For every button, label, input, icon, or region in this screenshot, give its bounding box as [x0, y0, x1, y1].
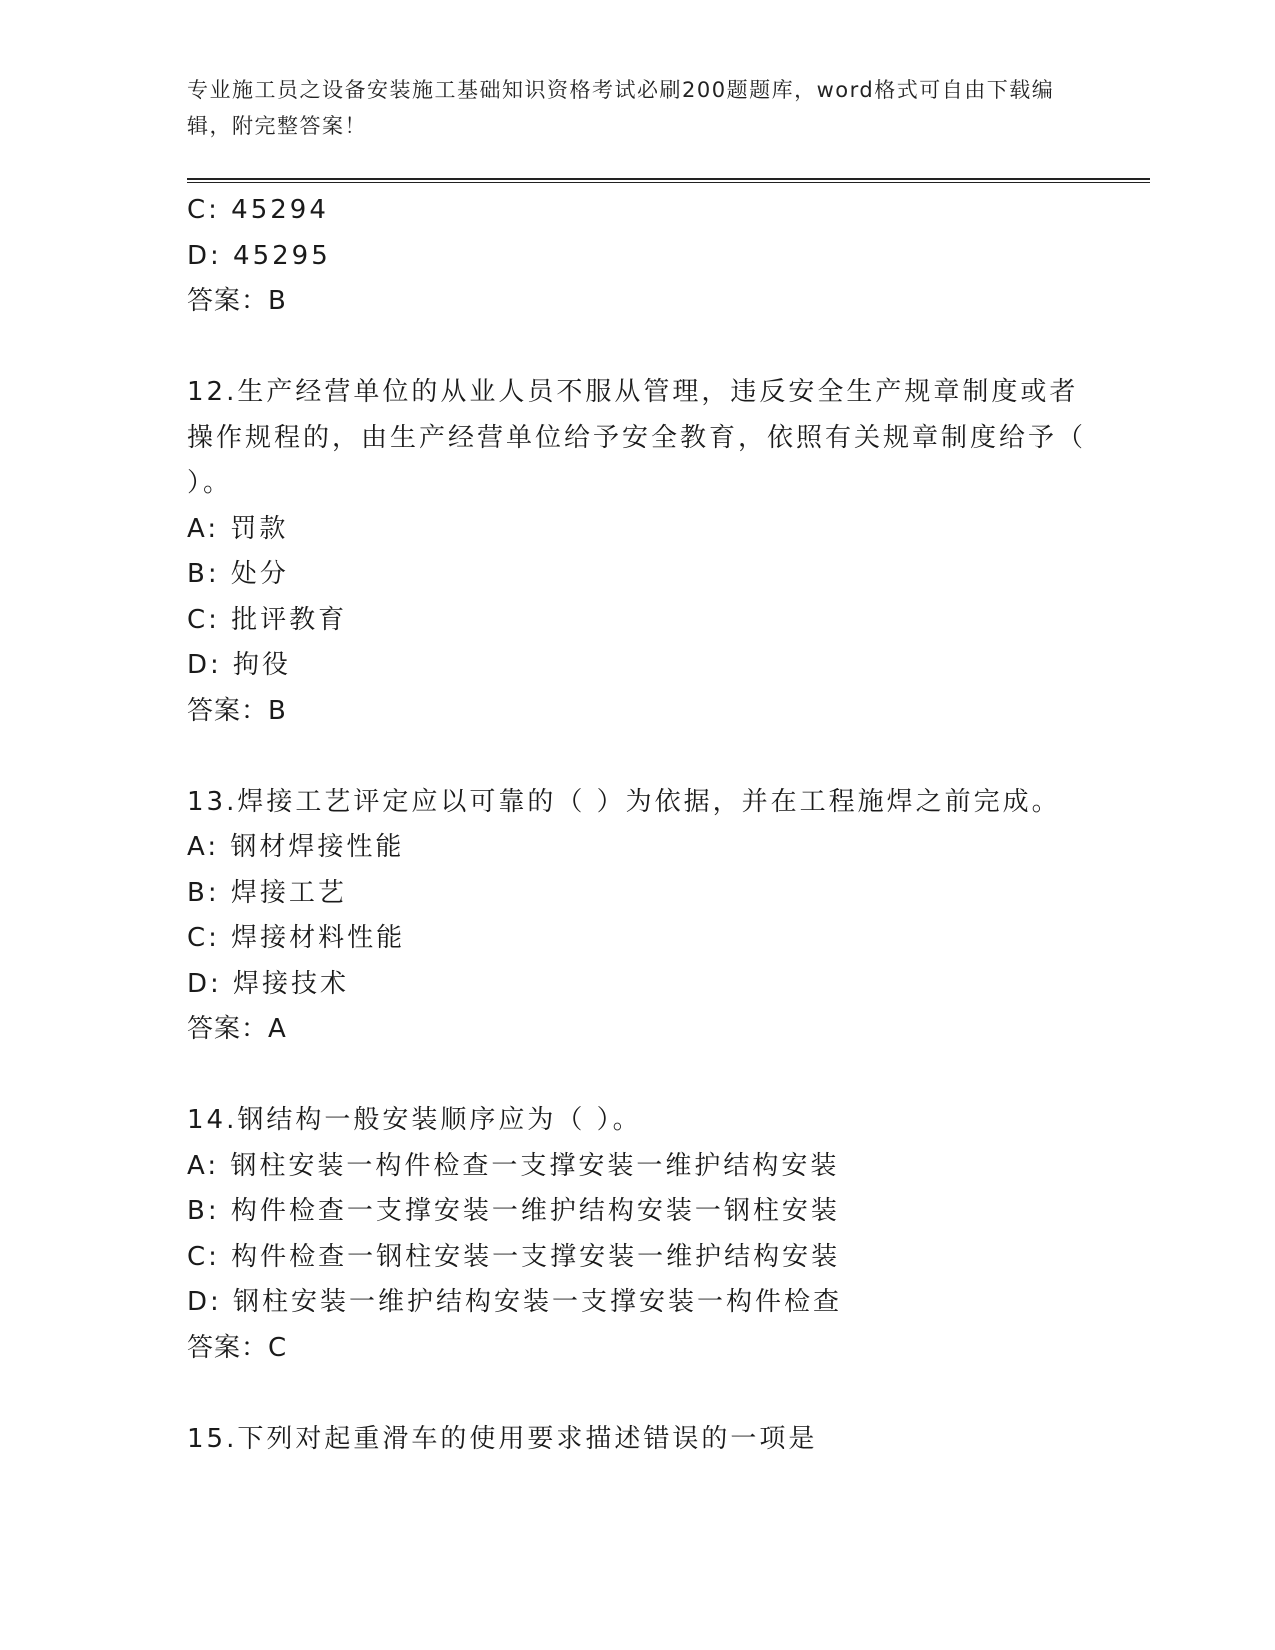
header-divider-thin [187, 182, 1150, 183]
option-c: C: 构件检查一钢柱安装一支撑安装一维护结构安装 [187, 1241, 841, 1272]
question-stem: 14.钢结构一般安装顺序应为（ ）。 [187, 1105, 642, 1135]
option-c: C: 45294 [187, 195, 329, 225]
spacer [187, 325, 1087, 371]
option-c: C: 批评教育 [187, 604, 348, 635]
option-c: C: 焊接材料性能 [187, 923, 406, 953]
answer-label: 答案：B [187, 286, 287, 316]
answer-label: 答案：B [187, 695, 287, 726]
option-d: D: 45295 [187, 240, 331, 271]
option-a: A: 钢材焊接性能 [187, 832, 405, 862]
question-content [187, 188, 1087, 1462]
question-15 [187, 1417, 1087, 1463]
option-a: A: 钢柱安装一构件检查一支撑安装一维护结构安装 [187, 1150, 840, 1181]
question-14 [187, 1098, 1087, 1371]
answer-label: 答案：C [187, 1332, 288, 1363]
header-divider [187, 178, 1150, 180]
option-d: D: 钢柱安装一维护结构安装一支撑安装一构件检查 [187, 1287, 843, 1317]
option-b: B: 焊接工艺 [187, 877, 347, 908]
question-12 [187, 370, 1087, 734]
question-stem: 15.下列对起重滑车的使用要求描述错误的一项是 [187, 1423, 818, 1454]
spacer [187, 1371, 1087, 1417]
answer-label: 答案：A [187, 1014, 287, 1044]
option-b: B: 构件检查一支撑安装一维护结构安装一钢柱安装 [187, 1196, 840, 1226]
option-a: A: 罚款 [187, 513, 289, 544]
option-d: D: 拘役 [187, 650, 292, 680]
question-stem: 13.焊接工艺评定应以可靠的（ ）为依据，并在工程施焊之前完成。 [187, 786, 1061, 817]
question-stem: 12.生产经营单位的从业人员不服从管理，违反安全生产规章制度或者操作规程的，由生产经营单位给予安全教育，依照有关规章制度给予（ ）。 [187, 377, 1087, 498]
spacer [187, 1053, 1087, 1099]
spacer [187, 734, 1087, 780]
option-b: B: 处分 [187, 559, 289, 589]
question-13 [187, 780, 1087, 1053]
question-11 [187, 188, 1087, 325]
page-header-title: 专业施工员之设备安装施工基础知识资格考试必刷200题题库，word格式可自由下载编辑，附完整答案！ [187, 78, 1055, 138]
option-d: D: 焊接技术 [187, 968, 350, 999]
